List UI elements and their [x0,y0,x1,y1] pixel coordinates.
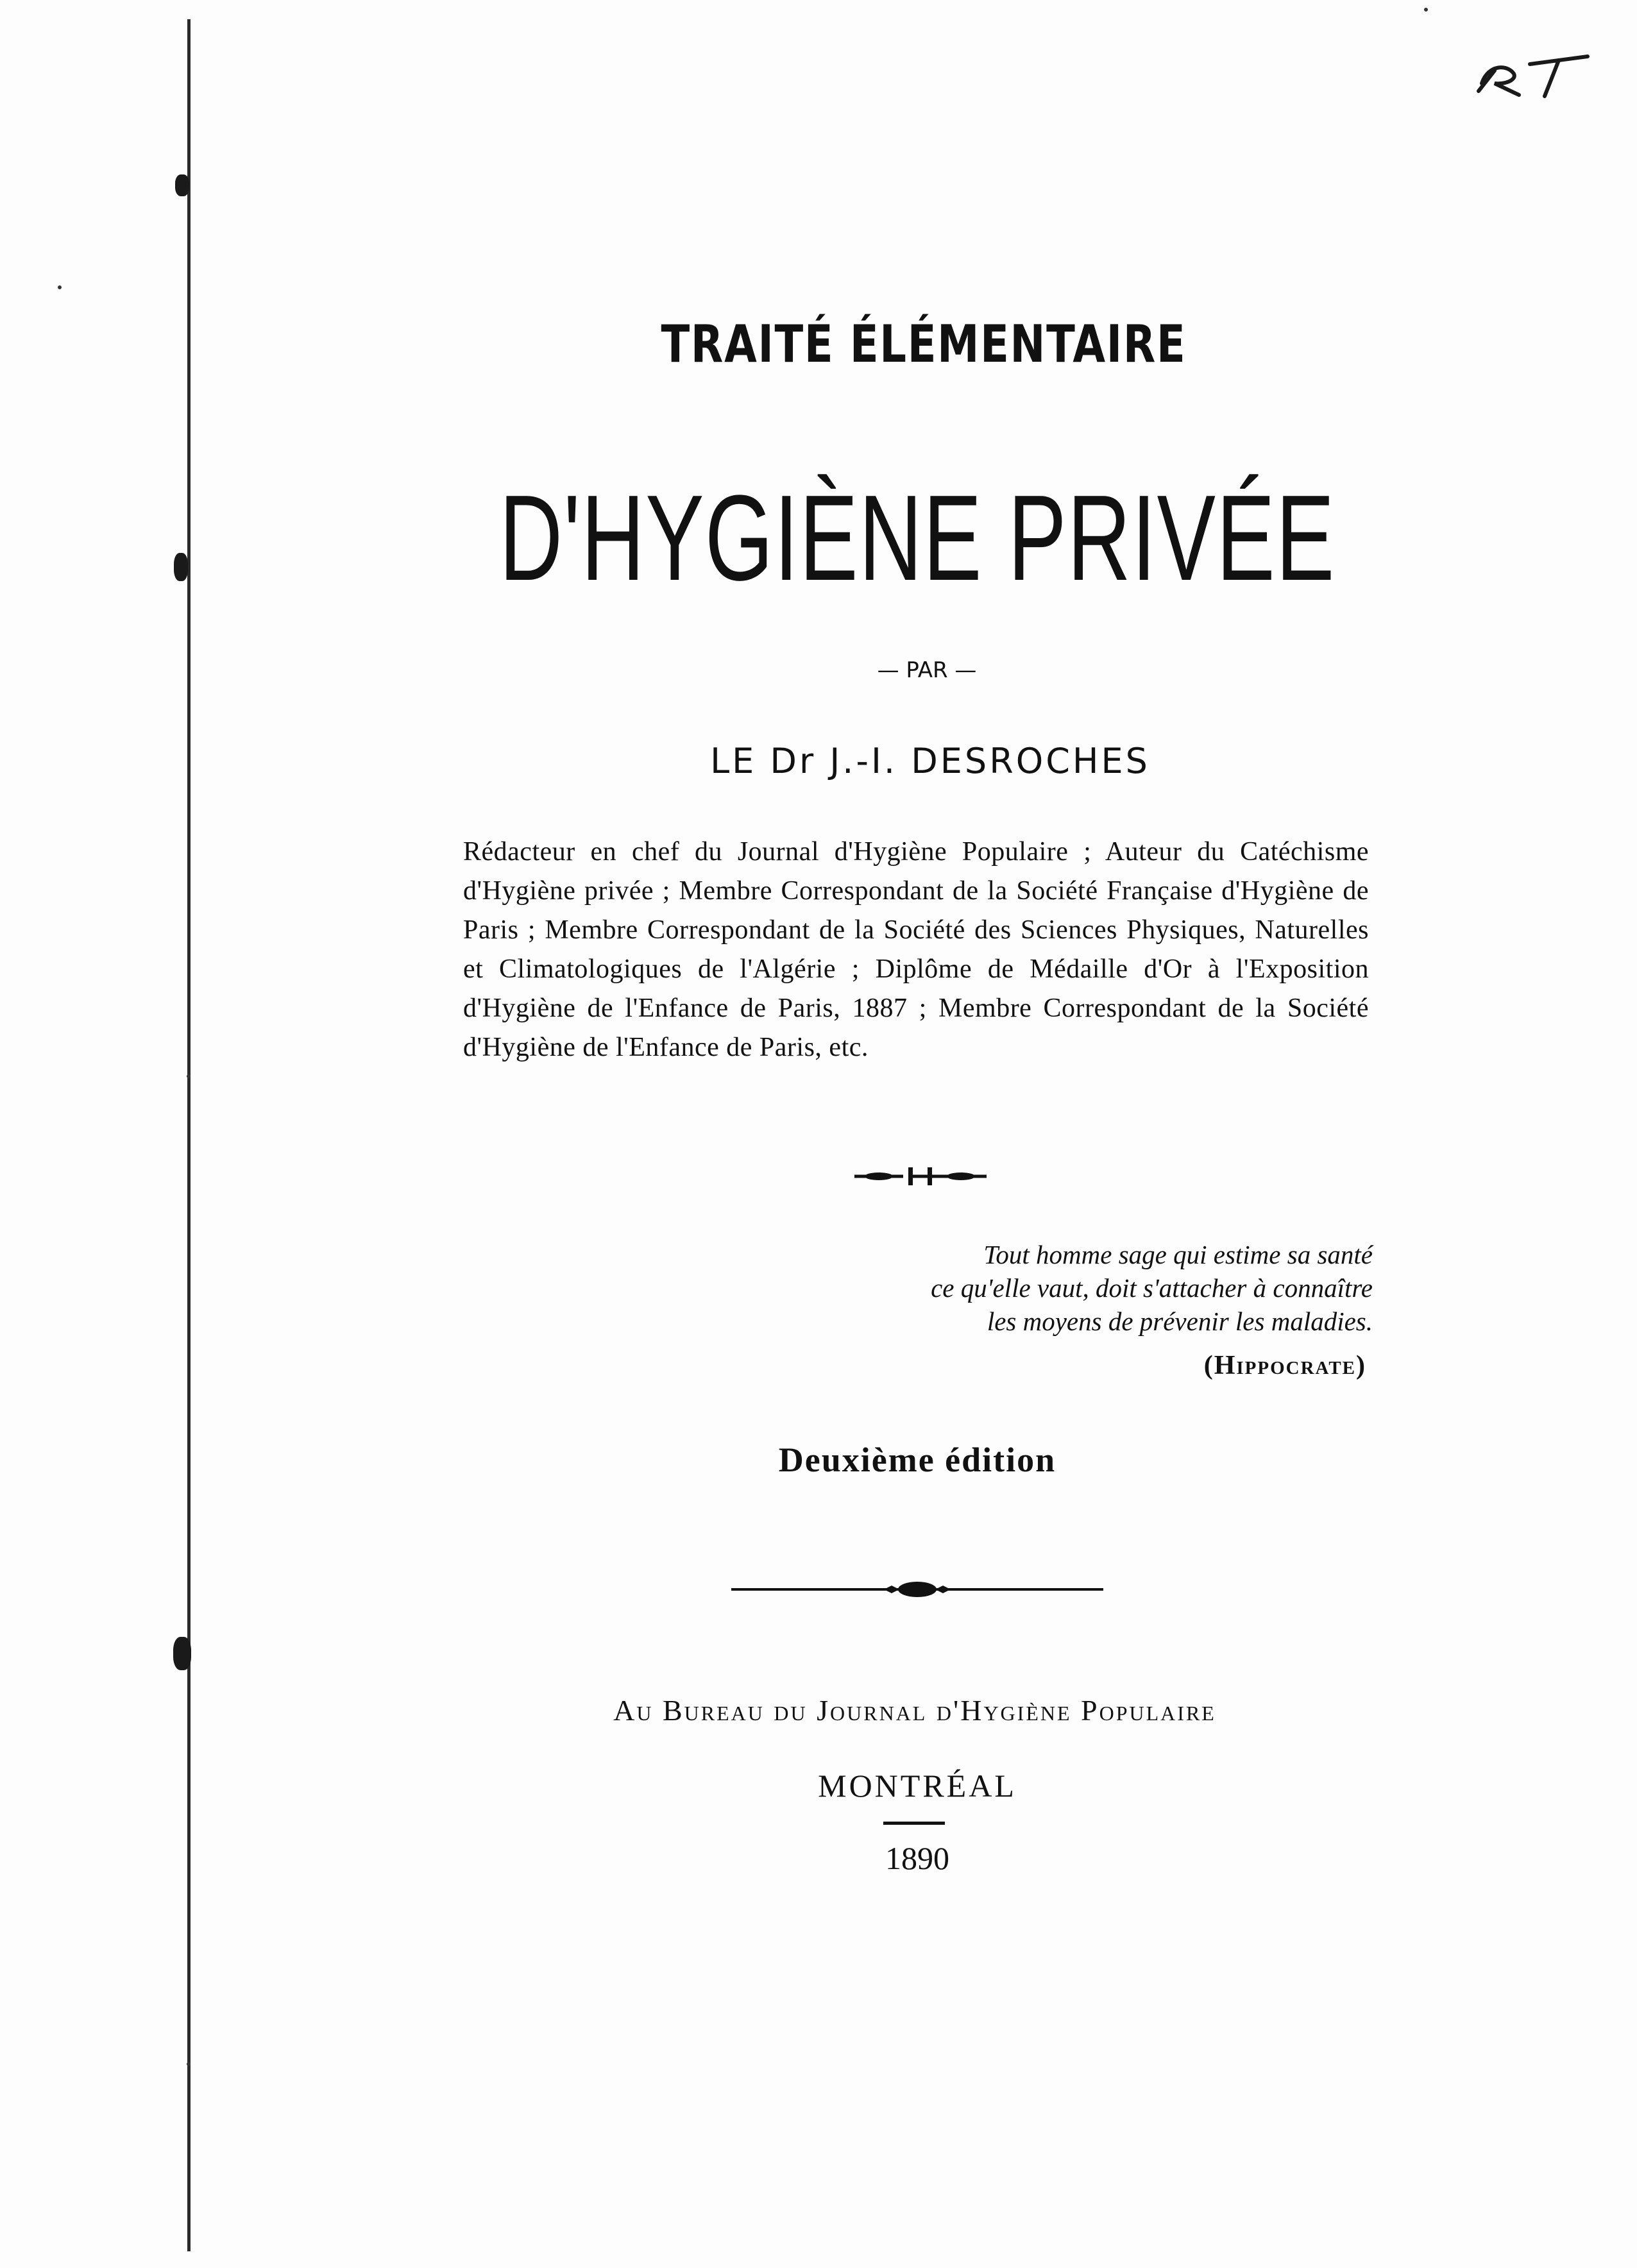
city: MONTRÉAL [818,1768,1017,1804]
edition-label: Deuxième édition [778,1441,1056,1479]
binding-stitch [174,553,188,581]
ornament-divider [853,1165,988,1188]
epigraph-line: les moyens de prévenir les maladies. [987,1307,1373,1336]
scan-speck [187,1074,191,1078]
publisher: Au Bureau du Journal d'Hygiène Populaire [613,1694,1216,1727]
author-name: LE Dr J.-I. DESROCHES [710,741,1150,781]
scan-speck [1424,8,1428,12]
year: 1890 [885,1840,949,1876]
scan-speck [187,2062,191,2066]
title-line-2: D'HYGIÈNE PRIVÉE [499,470,1336,606]
handwritten-annotation [1469,45,1597,109]
epigraph-line: ce qu'elle vaut, doit s'attacher à connaître [931,1273,1373,1303]
epigraph-line: Tout homme sage qui estime sa santé [983,1240,1373,1269]
title-line-1: TRAITÉ ÉLÉMENTAIRE [661,314,1187,374]
epigraph [834,1238,1373,1338]
author-credentials: Rédacteur en chef du Journal d'Hygiène Populaire ; Auteur du Catéchisme d'Hygiène privée ; Membre Correspondant de la Société Française d'Hygiène de Paris ; Membre Correspondant de la Société des Sciences Physiques, Naturelles et Climatologiques de l'Algérie ; Diplôme de Médaille d'Or à l'Exposition d'Hygiène de l'Enfance de Paris, 1887 ; Membre Correspondant de la Société d'Hygiène de l'Enfance de Paris, etc. [463,837,1369,1062]
par-label: — PAR — [877,657,977,683]
city-underline [883,1822,945,1825]
ornament-rule [731,1578,1103,1601]
epigraph-source: (Hippocrate) [1203,1351,1366,1380]
scan-speck [58,285,62,289]
binding-stitch [175,174,189,196]
binding-stitch [173,1637,191,1670]
